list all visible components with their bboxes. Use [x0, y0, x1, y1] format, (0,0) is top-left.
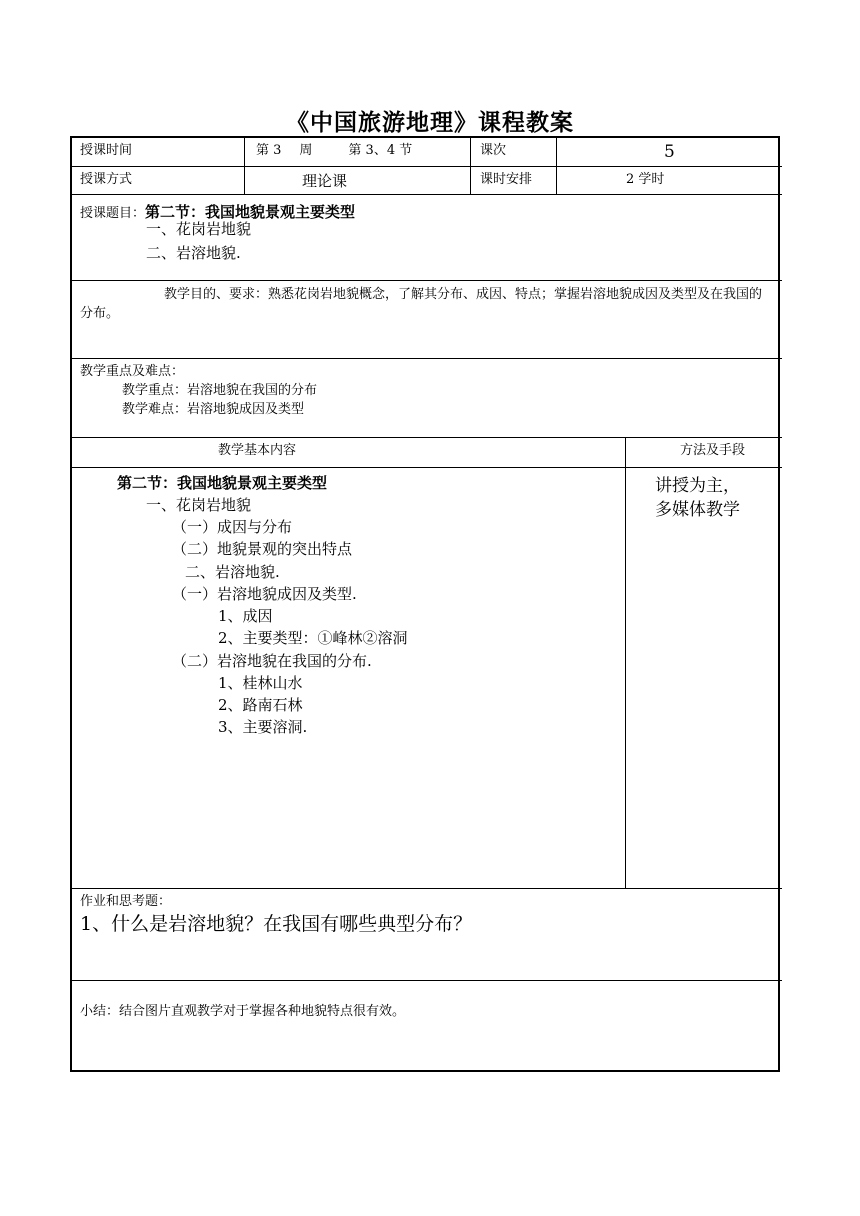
- session-value: 5: [664, 142, 675, 162]
- content-line: 1、桂林山水: [218, 674, 303, 692]
- row-divider: [70, 166, 782, 167]
- content-line: （一）成因与分布: [172, 518, 293, 536]
- content-line: （二）岩溶地貌在我国的分布.: [172, 652, 372, 670]
- homework-label: 作业和思考题：: [80, 894, 172, 909]
- row-divider: [70, 358, 782, 359]
- column-divider: [470, 137, 471, 194]
- row-divider: [70, 280, 782, 281]
- content-line: 3、主要溶洞.: [218, 718, 308, 736]
- topic-item: 一、花岗岩地貌: [146, 220, 252, 238]
- summary-text: 小结：结合图片直观教学对于掌握各种地貌特点很有效。: [80, 1004, 406, 1019]
- homework-question: 1、什么是岩溶地貌？在我国有哪些典型分布？: [80, 913, 473, 935]
- content-heading: 第二节：我国地貌景观主要类型: [117, 474, 328, 492]
- method-line: 多媒体教学: [655, 500, 740, 520]
- row-divider: [70, 467, 782, 468]
- method-label: 授课方式: [80, 172, 133, 187]
- content-line: （一）岩溶地貌成因及类型.: [172, 585, 357, 603]
- method-value: 理论课: [302, 172, 348, 190]
- content-line: （二）地貌景观的突出特点: [172, 540, 353, 558]
- content-line: 1、成因: [218, 607, 273, 625]
- hours-label: 课时安排: [480, 172, 533, 187]
- content-line: 一、花岗岩地貌: [146, 496, 252, 514]
- method-line: 讲授为主，: [655, 476, 740, 496]
- column-divider: [244, 137, 245, 194]
- hours-value: 2 学时: [626, 172, 665, 187]
- row-divider: [70, 194, 782, 195]
- objectives-text: 教学目的、要求：熟悉花岗岩地貌概念，了解其分布、成因、特点；掌握岩溶地貌成因及类型及在我国的分布。: [80, 287, 763, 321]
- difficulty-point: 教学难点：岩溶地貌成因及类型: [122, 402, 305, 417]
- topic-line: [80, 202, 355, 222]
- key-points-label: 教学重点及难点：: [80, 364, 185, 379]
- method-column-header: 方法及手段: [680, 443, 746, 458]
- time-label: 授课时间: [80, 143, 133, 158]
- topic-item: 二、岩溶地貌.: [146, 244, 241, 262]
- week-prefix: 第 3: [256, 143, 282, 158]
- row-divider: [70, 437, 782, 438]
- topic-title: 第二节：我国地貌景观主要类型: [145, 203, 356, 221]
- content-line: 2、路南石林: [218, 696, 303, 714]
- week-value: [256, 143, 412, 159]
- row-divider: [70, 888, 782, 889]
- content-column-header: 教学基本内容: [218, 443, 297, 458]
- row-divider: [70, 980, 782, 981]
- content-line: 二、岩溶地貌.: [185, 563, 280, 581]
- column-divider: [625, 437, 626, 888]
- content-line: 2、主要类型：①峰林②溶洞: [218, 629, 408, 647]
- section-text: 第 3、4 节: [348, 143, 413, 158]
- topic-label: 授课题目：: [80, 206, 146, 221]
- week-unit: 周: [299, 143, 313, 158]
- column-divider: [556, 137, 557, 194]
- session-label: 课次: [480, 143, 507, 158]
- document-title: 《中国旅游地理》课程教案: [286, 110, 574, 136]
- focus-point: 教学重点：岩溶地貌在我国的分布: [122, 383, 318, 398]
